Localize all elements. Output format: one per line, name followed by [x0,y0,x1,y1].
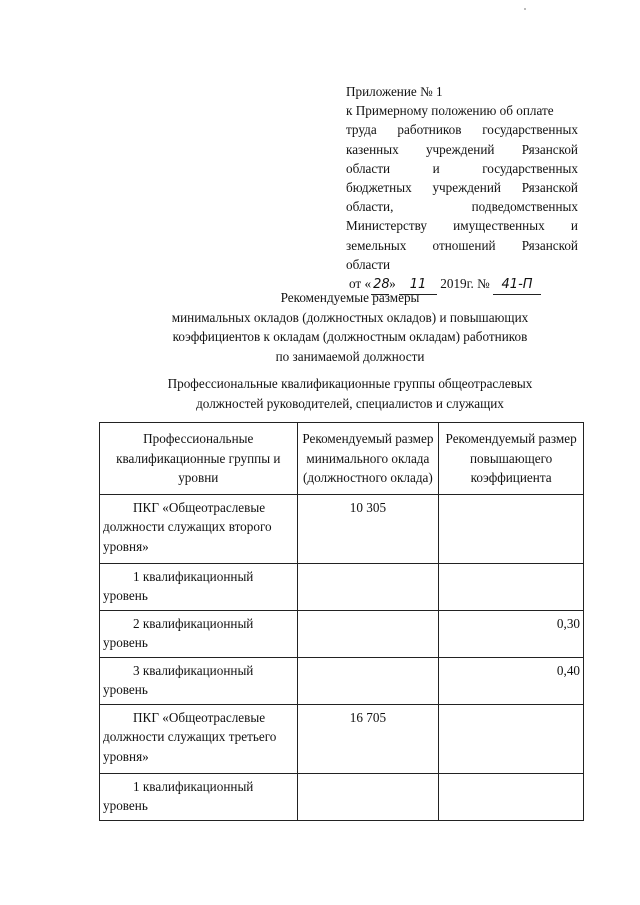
row-salary [297,610,439,657]
appendix-word: государственных [482,122,578,138]
appendix-word: области [346,160,391,176]
heading-line-4: по занимаемой должности [275,348,425,364]
row-salary [297,563,439,610]
appendix-line-7 [346,216,578,235]
date-month-handwritten: 11 [399,275,437,295]
appendix-line-8 [346,236,578,255]
appendix-block [346,82,578,295]
row-name: 3 квалификационный уровень [103,662,254,697]
heading-line-1: Рекомендуемые размеры [280,290,420,305]
header-min-salary: Рекомендуемый размер минимального оклада (должностного оклада) [297,423,439,495]
appendix-title: Приложение № 1 [346,84,443,99]
appendix-line-3 [346,140,578,159]
table-row [100,563,584,610]
heading-line-2: минимальных окладов (должностных окладов) и повышающих [171,309,529,325]
row-name: 1 квалификационный уровень [103,778,254,813]
row-coef [439,494,584,563]
row-name: 2 квалификационный уровень [103,615,254,650]
row-salary: 10 305 [297,494,439,563]
date-mid: » [389,276,396,292]
appendix-line-1: к Примерному положению об оплате [346,103,554,119]
header-group-levels: Профессиональные квалификационные группы и уровни [100,423,298,495]
appendix-word: Рязанской [521,141,578,157]
appendix-word: Министерству [346,218,427,234]
row-name-cell [100,610,298,657]
document-number-handwritten: 41-П [493,275,541,295]
subheading-line-2: должностей руководителей, специалистов и служащих [196,395,504,411]
table-row [100,610,584,657]
row-name-cell [100,657,298,704]
row-coef: 0,40 [439,657,584,704]
appendix-word: и [570,218,578,234]
table-row [100,773,584,820]
appendix-word: области, [346,199,394,215]
row-coef [439,704,584,773]
heading-line-3: коэффициентов к окладам (должностным окладам) работников [172,329,528,344]
appendix-word: Рязанской [521,180,578,196]
row-name-cell [100,563,298,610]
row-name-cell [100,704,298,773]
subheading-line-1: Профессиональные квалификационные группы общеотраслевых [167,376,533,391]
header-coefficient: Рекомендуемый размер повышающего коэффициента [439,423,584,495]
row-coef [439,773,584,820]
row-coef [439,563,584,610]
row-name: ПКГ «Общеотраслевые должности служащих второго уровня» [103,499,272,554]
appendix-word: Рязанской [521,237,578,253]
appendix-line-4 [346,159,578,178]
row-name-cell [100,773,298,820]
table-row [100,657,584,704]
appendix-word: государственных [482,160,578,176]
salary-table [99,422,584,821]
appendix-word: земельных [346,237,407,253]
document-subheading [100,374,600,413]
appendix-word: отношений [432,237,496,253]
appendix-word: учреждений [425,141,495,157]
row-salary: 16 705 [297,704,439,773]
appendix-line-6 [346,197,578,216]
appendix-line-9: области [346,256,391,272]
document-heading [100,288,600,366]
table-row [100,494,584,563]
appendix-word: бюджетных [346,180,412,196]
appendix-word: труда [346,122,377,138]
date-prefix: от « [349,276,372,292]
table-row [100,704,584,773]
row-coef: 0,30 [439,610,584,657]
row-salary [297,773,439,820]
appendix-line-2 [346,120,578,139]
row-name-cell [100,494,298,563]
appendix-word: и [432,160,440,176]
date-day-handwritten: 28 [371,275,389,295]
appendix-word: имущественных [453,218,545,234]
appendix-line-5 [346,178,578,197]
row-salary [297,657,439,704]
scan-speck [524,8,526,10]
appendix-word: работников [397,122,462,138]
appendix-word: учреждений [432,180,501,196]
row-name: ПКГ «Общеотраслевые должности служащих третьего уровня» [103,709,277,764]
date-year: 2019г. № [440,276,490,292]
row-name: 1 квалификационный уровень [103,568,254,603]
appendix-word: подведомственных [471,199,578,215]
table-header-row [100,423,584,495]
appendix-word: казенных [346,141,399,157]
